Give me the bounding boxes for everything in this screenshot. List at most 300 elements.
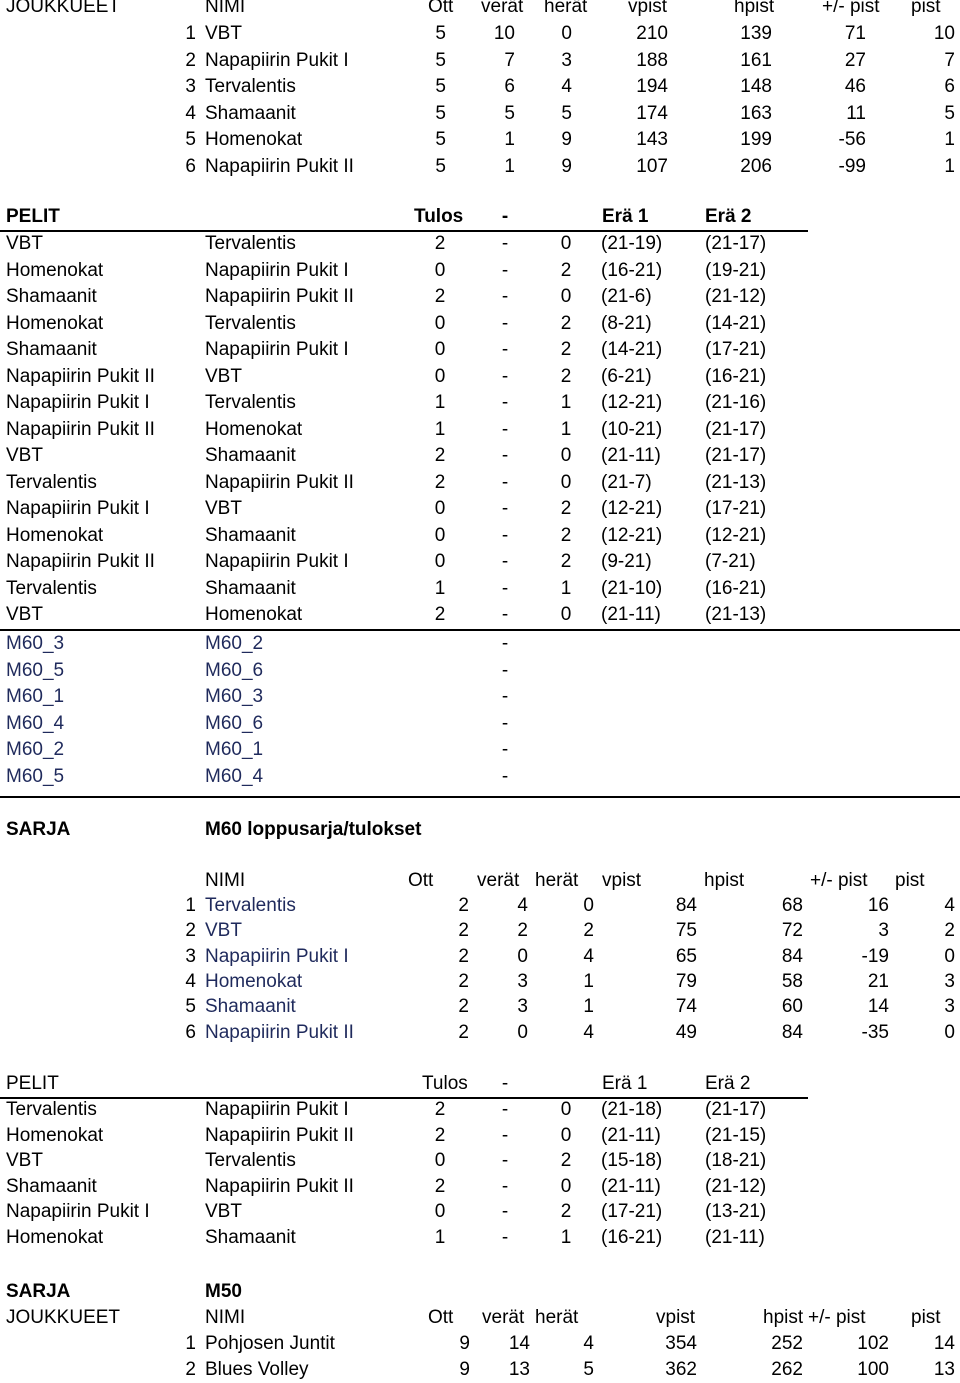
score-dash: - — [501, 471, 509, 493]
home-slot: M60_3 — [6, 633, 65, 654]
away-slot: M60_6 — [205, 712, 264, 734]
away-team: Homenokat — [205, 418, 303, 440]
score-dash: - — [501, 286, 509, 307]
table-row — [0, 944, 960, 970]
points-diff: -35 — [861, 1021, 889, 1043]
played: 5 — [435, 155, 446, 177]
pelit-label: PELIT — [6, 1073, 59, 1094]
score-dash: - — [501, 1227, 509, 1248]
points-for: 107 — [636, 155, 668, 177]
home-sets: 2 — [434, 445, 446, 466]
set1-score: (21-11) — [601, 1175, 661, 1197]
set2-score: (16-21) — [705, 577, 767, 599]
played: 2 — [458, 920, 469, 942]
game-row — [0, 417, 960, 443]
points-against: 262 — [771, 1358, 803, 1380]
col-ott: Ott — [408, 870, 434, 891]
played: 9 — [459, 1333, 470, 1354]
away-team: Tervalentis — [205, 312, 296, 334]
home-sets: 0 — [434, 312, 446, 334]
set2-score: (14-21) — [705, 312, 767, 334]
points: 0 — [944, 945, 955, 967]
sets-won: 2 — [517, 920, 528, 942]
team-name: Napapiirin Pukit I — [205, 49, 349, 71]
home-sets: 1 — [434, 577, 446, 599]
col-diff: +/- pist — [810, 870, 868, 891]
game-row — [0, 602, 960, 628]
away-sets: 0 — [560, 1099, 572, 1120]
team-name: Napapiirin Pukit II — [205, 1021, 354, 1043]
away-sets: 2 — [560, 312, 572, 334]
table-row — [0, 969, 960, 995]
col-joukkueet: JOUKKUEET — [6, 1307, 121, 1328]
points-diff: 3 — [878, 920, 889, 942]
points: 1 — [944, 155, 955, 177]
game-row — [0, 1148, 960, 1174]
sets-won: 10 — [493, 23, 515, 44]
col-joukkueet: JOUKKUEET — [6, 0, 121, 17]
game-row — [0, 231, 960, 257]
sets-won: 1 — [504, 129, 515, 150]
games-header — [0, 1071, 960, 1097]
game-row — [0, 496, 960, 522]
rank: 5 — [185, 129, 196, 150]
col-ott: Ott — [428, 0, 454, 17]
sets-lost: 4 — [583, 945, 594, 967]
set2-score: (16-21) — [705, 365, 767, 387]
col-ott: Ott — [428, 1307, 454, 1328]
team-name: Napapiirin Pukit I — [205, 945, 349, 967]
points-diff: 46 — [844, 76, 866, 97]
away-sets: 0 — [560, 286, 572, 307]
points-for: 49 — [675, 1021, 697, 1043]
away-team: Shamaanit — [205, 1227, 296, 1248]
points-for: 74 — [675, 996, 697, 1018]
score-dash: - — [501, 1124, 509, 1146]
away-team: Napapiirin Pukit I — [205, 551, 349, 572]
away-team: Napapiirin Pukit II — [205, 471, 354, 493]
set2-score: (21-11) — [705, 1227, 765, 1248]
points-for: 194 — [636, 76, 668, 97]
away-slot: M60_1 — [205, 739, 264, 760]
away-sets: 2 — [560, 259, 572, 281]
home-team: Napapiirin Pukit II — [6, 365, 155, 387]
away-sets: 1 — [560, 1227, 572, 1248]
away-team: Napapiirin Pukit I — [205, 259, 349, 281]
away-team: Homenokat — [205, 604, 303, 625]
points-diff: 27 — [844, 49, 866, 71]
table-row — [0, 154, 960, 180]
home-team: Homenokat — [6, 312, 104, 334]
rank: 5 — [185, 996, 196, 1018]
home-team: Tervalentis — [6, 577, 97, 599]
col-verat: verät — [482, 1307, 525, 1328]
game-row — [0, 1174, 960, 1200]
pelit-label: PELIT — [6, 206, 60, 227]
sets-lost: 9 — [561, 129, 572, 150]
home-sets: 1 — [434, 392, 446, 413]
home-slot: M60_4 — [6, 712, 65, 734]
standings-header — [0, 868, 960, 894]
sets-lost: 1 — [583, 970, 594, 992]
table-row — [0, 101, 960, 127]
score-dash: - — [501, 233, 509, 254]
away-sets: 0 — [560, 471, 572, 493]
set1-score: (21-11) — [601, 1124, 661, 1146]
points-for: 143 — [636, 129, 668, 150]
home-sets: 2 — [434, 1124, 446, 1146]
set1-score: (12-21) — [601, 498, 663, 519]
sets-lost: 5 — [561, 102, 572, 124]
set1-score: (12-21) — [601, 524, 663, 546]
played: 2 — [458, 895, 469, 916]
rank: 2 — [185, 920, 196, 942]
points-against: 72 — [781, 920, 803, 942]
sets-lost: 2 — [583, 920, 594, 942]
points-against: 68 — [781, 895, 803, 916]
game-row — [0, 390, 960, 416]
score-dash: - — [501, 339, 509, 360]
home-slot: M60_2 — [6, 739, 65, 760]
home-team: Shamaanit — [6, 339, 97, 360]
col-hpist: hpist — [734, 0, 775, 17]
home-sets: 1 — [434, 418, 446, 440]
rank: 2 — [185, 49, 196, 71]
games-header — [0, 204, 960, 230]
game-row — [0, 576, 960, 602]
col-nimi: NIMI — [205, 0, 246, 17]
set2-score: (17-21) — [705, 498, 767, 519]
col-pist: pist — [895, 870, 925, 891]
col-hpist: hpist — [704, 870, 745, 891]
played: 5 — [435, 129, 446, 150]
col-herat: herät — [535, 1307, 579, 1328]
set1-score: (12-21) — [601, 392, 663, 413]
set2-score: (21-17) — [705, 418, 767, 440]
points-for: 79 — [675, 970, 697, 992]
score-dash: - — [501, 551, 509, 572]
set1-score: (15-18) — [601, 1150, 663, 1172]
away-sets: 2 — [560, 1201, 572, 1223]
sets-won: 0 — [517, 945, 528, 967]
team-name: Tervalentis — [205, 76, 296, 97]
sets-won: 5 — [504, 102, 515, 124]
era2-label: Erä 2 — [705, 206, 752, 227]
set2-score: (21-17) — [705, 1099, 767, 1120]
home-team: Shamaanit — [6, 1175, 97, 1197]
set1-score: (17-21) — [601, 1201, 663, 1223]
points: 10 — [933, 23, 955, 44]
team-name: Napapiirin Pukit II — [205, 155, 354, 177]
sets-lost: 4 — [583, 1021, 594, 1043]
score-dash: - — [501, 1099, 509, 1120]
sarja-value: M60 loppusarja/tulokset — [205, 819, 422, 840]
set1-score: (21-6) — [601, 286, 652, 307]
score-dash: - — [501, 577, 509, 599]
points-against: 163 — [740, 102, 772, 124]
away-sets: 2 — [560, 365, 572, 387]
team-name: Tervalentis — [205, 895, 296, 916]
game-row — [0, 311, 960, 337]
home-sets: 0 — [434, 365, 446, 387]
score-dash: - — [501, 498, 509, 519]
points-against: 161 — [740, 49, 772, 71]
col-nimi: NIMI — [205, 870, 246, 891]
table-row — [0, 1020, 960, 1046]
away-team: Napapiirin Pukit II — [205, 286, 354, 307]
sets-won: 0 — [517, 1021, 528, 1043]
points: 7 — [944, 49, 955, 71]
game-row — [0, 337, 960, 363]
col-herat: herät — [544, 0, 588, 17]
table-row — [0, 21, 960, 47]
home-team: Shamaanit — [6, 286, 97, 307]
set1-score: (8-21) — [601, 312, 652, 334]
set2-score: (21-17) — [705, 233, 767, 254]
sarja-line — [0, 817, 960, 843]
home-team: Napapiirin Pukit I — [6, 498, 150, 519]
set1-score: (9-21) — [601, 551, 652, 572]
home-team: Homenokat — [6, 1227, 104, 1248]
rank: 2 — [185, 1358, 196, 1380]
points-diff: 100 — [857, 1358, 889, 1380]
col-verat: verät — [477, 870, 520, 891]
pending-game-row — [0, 764, 960, 790]
points: 1 — [944, 129, 955, 150]
away-sets: 2 — [560, 551, 572, 572]
away-team: Tervalentis — [205, 1150, 296, 1172]
rank: 4 — [185, 102, 196, 124]
col-nimi: NIMI — [205, 1307, 246, 1328]
score-dash: - — [501, 312, 509, 334]
score-dash: - — [501, 1150, 509, 1172]
points-for: 75 — [675, 920, 697, 942]
sets-won: 1 — [504, 155, 515, 177]
table-row — [0, 918, 960, 944]
away-team: Tervalentis — [205, 392, 296, 413]
home-sets: 1 — [434, 1227, 446, 1248]
game-row — [0, 1199, 960, 1225]
rank: 6 — [185, 1021, 196, 1043]
set2-score: (17-21) — [705, 339, 767, 360]
away-sets: 0 — [560, 445, 572, 466]
game-row — [0, 470, 960, 496]
away-sets: 2 — [560, 524, 572, 546]
sarja-value: M50 — [205, 1281, 242, 1302]
away-team: Shamaanit — [205, 445, 296, 466]
away-team: VBT — [205, 365, 242, 387]
away-sets: 1 — [560, 392, 572, 413]
col-pist: pist — [911, 1307, 941, 1328]
away-sets: 2 — [560, 498, 572, 519]
points-diff: 71 — [844, 23, 866, 44]
home-team: VBT — [6, 604, 43, 625]
home-team: Napapiirin Pukit I — [6, 1201, 150, 1223]
played: 2 — [458, 996, 469, 1018]
points-for: 354 — [665, 1333, 697, 1354]
home-team: Tervalentis — [6, 471, 97, 493]
team-name: Pohjosen Juntit — [205, 1333, 335, 1354]
home-sets: 2 — [434, 604, 446, 625]
game-row — [0, 364, 960, 390]
points-for: 174 — [636, 102, 668, 124]
points: 4 — [944, 895, 955, 916]
points-diff: -99 — [838, 155, 866, 177]
sets-lost: 4 — [583, 1333, 594, 1354]
home-team: Napapiirin Pukit II — [6, 551, 155, 572]
played: 5 — [435, 102, 446, 124]
placeholders-bottom-rule — [0, 796, 960, 798]
points: 5 — [944, 102, 955, 124]
points-against: 58 — [781, 970, 803, 992]
score-dash: - — [501, 1175, 509, 1197]
away-team: Shamaanit — [205, 577, 296, 599]
team-name: VBT — [205, 920, 242, 942]
home-sets: 2 — [434, 286, 446, 307]
era2-label: Erä 2 — [705, 1073, 751, 1094]
sets-lost: 5 — [583, 1358, 594, 1380]
home-team: VBT — [6, 1150, 43, 1172]
away-team: Napapiirin Pukit II — [205, 1124, 354, 1146]
score-dash: - — [501, 633, 509, 654]
away-team: Shamaanit — [205, 524, 296, 546]
tulos-label: Tulos — [414, 206, 464, 227]
away-sets: 1 — [560, 418, 572, 440]
home-team: Napapiirin Pukit I — [6, 392, 150, 413]
game-row — [0, 549, 960, 575]
away-sets: 2 — [560, 1150, 572, 1172]
away-team: Napapiirin Pukit II — [205, 1175, 354, 1197]
game-row — [0, 1123, 960, 1149]
points-against: 148 — [740, 76, 772, 97]
sets-lost: 9 — [561, 155, 572, 177]
game-row — [0, 1225, 960, 1251]
rank: 3 — [185, 945, 196, 967]
points-for: 188 — [636, 49, 668, 71]
home-slot: M60_5 — [6, 765, 65, 787]
team-name: Blues Volley — [205, 1358, 309, 1380]
table-row — [0, 893, 960, 919]
set1-score: (16-21) — [601, 259, 663, 281]
away-slot: M60_2 — [205, 633, 264, 654]
points-diff: 102 — [857, 1333, 889, 1354]
set1-score: (14-21) — [601, 339, 663, 360]
game-row — [0, 258, 960, 284]
score-dash: - — [501, 392, 509, 413]
set2-score: (21-12) — [705, 1175, 767, 1197]
set2-score: (19-21) — [705, 259, 767, 281]
set2-score: (18-21) — [705, 1150, 767, 1172]
standings-header — [0, 0, 960, 20]
points-diff: 21 — [867, 970, 889, 992]
team-name: Shamaanit — [205, 996, 296, 1018]
score-dash: - — [501, 1201, 509, 1223]
away-team: Tervalentis — [205, 233, 296, 254]
points: 0 — [944, 1021, 955, 1043]
score-dash: - — [501, 712, 509, 734]
home-sets: 2 — [434, 1175, 446, 1197]
points-against: 206 — [740, 155, 772, 177]
sets-lost: 1 — [583, 996, 594, 1018]
played: 2 — [458, 945, 469, 967]
table-row — [0, 74, 960, 100]
points: 2 — [944, 920, 955, 942]
col-verat: verät — [481, 0, 524, 17]
set1-score: (10-21) — [601, 418, 663, 440]
col-vpist: vpist — [628, 0, 668, 17]
away-slot: M60_3 — [205, 686, 264, 707]
dash-label: - — [501, 206, 509, 227]
tulos-label: Tulos — [422, 1073, 468, 1094]
points-for: 84 — [675, 895, 697, 916]
col-diff: +/- pist — [822, 0, 880, 17]
home-team: Homenokat — [6, 1124, 104, 1146]
rank: 6 — [185, 155, 196, 177]
set2-score: (21-13) — [705, 604, 767, 625]
sets-lost: 0 — [583, 895, 594, 916]
points-diff: 11 — [846, 102, 866, 124]
away-sets: 0 — [560, 1175, 572, 1197]
score-dash: - — [501, 765, 509, 787]
pending-game-row — [0, 737, 960, 763]
col-hpist: hpist — [763, 1307, 804, 1328]
col-diff: +/- pist — [808, 1307, 866, 1328]
points-against: 139 — [740, 23, 772, 44]
home-sets: 0 — [434, 1150, 446, 1172]
points-against: 84 — [781, 945, 803, 967]
rank: 1 — [185, 1333, 196, 1354]
set2-score: (12-21) — [705, 524, 767, 546]
away-slot: M60_4 — [205, 765, 264, 787]
home-sets: 2 — [434, 471, 446, 493]
game-row — [0, 523, 960, 549]
rank: 3 — [185, 76, 196, 97]
table-row — [0, 48, 960, 74]
away-team: Napapiirin Pukit I — [205, 1099, 349, 1120]
col-vpist: vpist — [656, 1307, 696, 1328]
played: 2 — [458, 970, 469, 992]
points: 13 — [933, 1358, 955, 1380]
set2-score: (13-21) — [705, 1201, 767, 1223]
set1-score: (16-21) — [601, 1227, 663, 1248]
sets-won: 4 — [517, 895, 528, 916]
home-team: Homenokat — [6, 259, 104, 281]
points-for: 362 — [665, 1358, 697, 1380]
sets-won: 13 — [508, 1358, 530, 1380]
col-herat: herät — [535, 870, 579, 891]
standings-header — [0, 1305, 960, 1331]
score-dash: - — [501, 259, 509, 281]
played: 5 — [435, 76, 446, 97]
score-dash: - — [501, 659, 509, 681]
played: 5 — [435, 23, 446, 44]
home-sets: 2 — [434, 233, 446, 254]
points: 6 — [944, 76, 955, 97]
home-sets: 0 — [434, 524, 446, 546]
away-slot: M60_6 — [205, 659, 264, 681]
set2-score: (7-21) — [705, 551, 756, 572]
points-diff: -19 — [861, 945, 889, 967]
team-name: Homenokat — [205, 129, 303, 150]
played: 2 — [458, 1021, 469, 1043]
team-name: VBT — [205, 23, 242, 44]
set2-score: (21-16) — [705, 392, 767, 413]
score-dash: - — [501, 686, 509, 707]
points-against: 252 — [771, 1333, 803, 1354]
home-team: Homenokat — [6, 524, 104, 546]
home-sets: 0 — [434, 259, 446, 281]
table-row — [0, 994, 960, 1020]
